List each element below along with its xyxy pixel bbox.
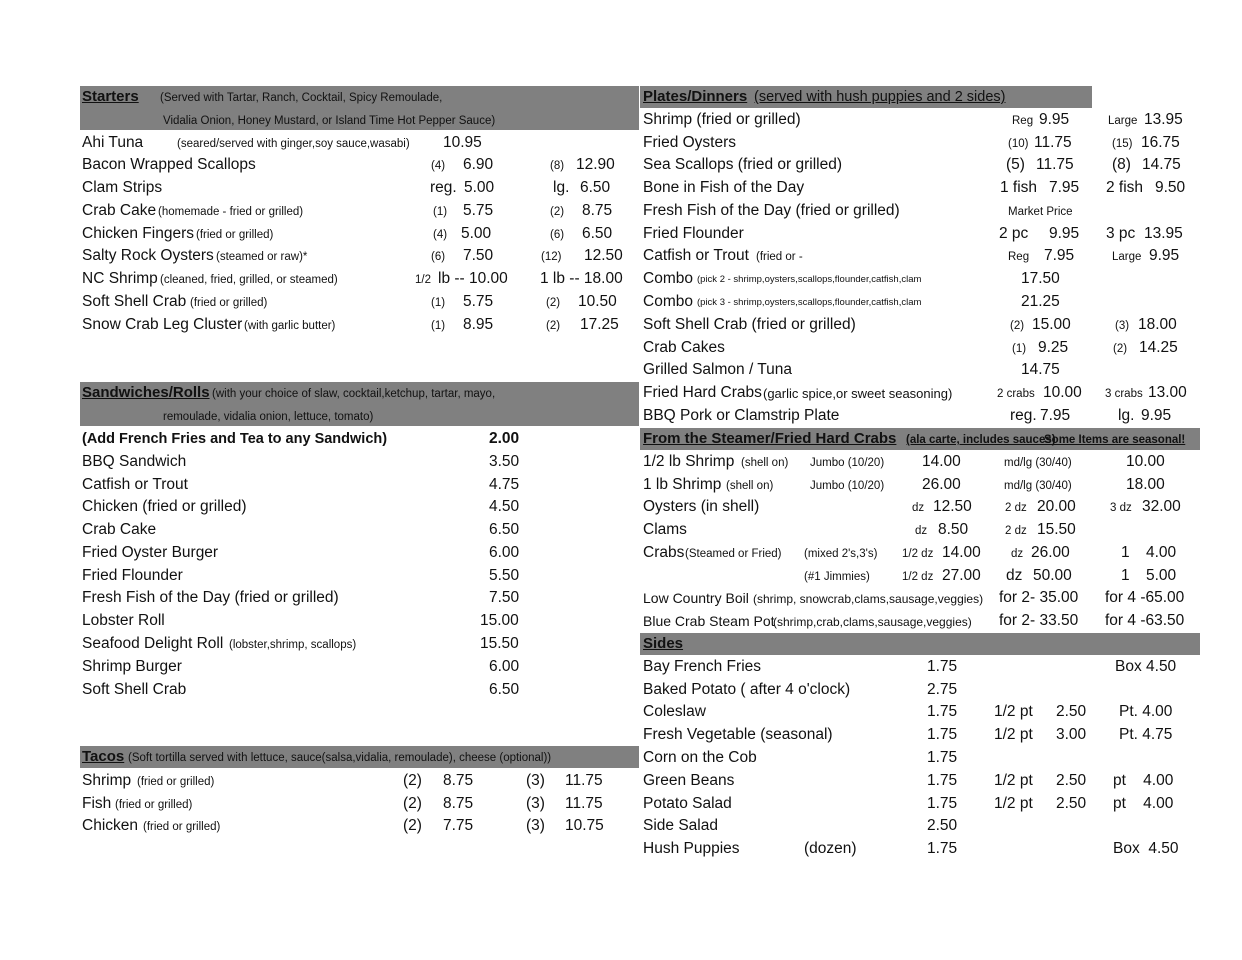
menu-item-name: Sea Scallops (fried or grilled) xyxy=(643,156,843,173)
menu-item-qty: 1 xyxy=(1121,544,1130,561)
steamer-seasonal-note: Some Items are seasonal! xyxy=(1044,434,1186,446)
menu-item-name: 1 lb Shrimp xyxy=(643,476,722,493)
menu-item-qty: lg. xyxy=(553,179,570,196)
menu-item-price: 1.75 xyxy=(927,795,958,812)
menu-item-price: 18.00 xyxy=(1138,316,1177,333)
menu-item-name: Fresh Fish of the Day (fried or grilled) xyxy=(82,589,339,606)
menu-item-name: Crab Cake xyxy=(82,521,157,538)
menu-item-price: 17.25 xyxy=(580,316,619,333)
menu-item-name: Soft Shell Crab (fried or grilled) xyxy=(643,316,856,333)
plates-note: (served with hush puppies and 2 sides) xyxy=(754,89,1006,105)
menu-item-qty: 2 pc xyxy=(999,225,1029,242)
menu-item-name: Fried Flounder xyxy=(82,567,183,584)
menu-item-market-price: Market Price xyxy=(1008,206,1073,218)
menu-item-price: 4.50 xyxy=(489,498,520,515)
menu-item-qty: reg. xyxy=(1010,407,1037,424)
menu-item-qty: (4) xyxy=(433,229,448,241)
menu-item-name: BBQ Sandwich xyxy=(82,453,187,470)
menu-item-price: 50.00 xyxy=(1033,567,1072,584)
sandwiches-note: remoulade, vidalia onion, lettuce, tomato) xyxy=(163,411,374,423)
menu-item-name: Lobster Roll xyxy=(82,612,165,629)
menu-item-price: 6.00 xyxy=(489,544,520,561)
menu-item-name: Side Salad xyxy=(643,817,718,834)
menu-item-price: 3.50 xyxy=(489,453,520,470)
menu-item-price: 8.50 xyxy=(938,521,969,538)
menu-item-large: pt 4.00 xyxy=(1113,772,1174,789)
menu-item-price: 9.95 xyxy=(1149,247,1180,264)
menu-item-note: (steamed or raw)* xyxy=(216,251,308,263)
menu-item-price: 11.75 xyxy=(1036,156,1074,173)
menu-item-qty: (2) xyxy=(546,320,561,332)
menu-item-price: 14.75 xyxy=(1142,156,1181,173)
menu-item-name: Combo xyxy=(643,293,693,310)
menu-item-qty: 3 pc xyxy=(1106,225,1136,242)
sandwiches-note: (with your choice of slaw, cocktail,ketchup, tartar, mayo, xyxy=(212,388,496,400)
menu-item-price: 7.50 xyxy=(489,589,520,606)
menu-item-qty: 3 crabs xyxy=(1105,388,1143,400)
menu-item-qty: dz xyxy=(1011,548,1024,560)
menu-item-name: Oysters (in shell) xyxy=(643,498,760,515)
menu-item-qty: (2) xyxy=(550,206,565,218)
menu-item-size: (mixed 2's,3's) xyxy=(804,548,878,560)
menu-item-price: 14.75 xyxy=(1021,361,1060,378)
menu-item-half-price: 2.50 xyxy=(1056,703,1087,720)
menu-item-size: (#1 Jimmies) xyxy=(804,571,870,583)
menu-item-price: 26.00 xyxy=(922,476,961,493)
menu-item-qty: (3) xyxy=(526,772,545,789)
menu-item-qty: (6) xyxy=(550,229,565,241)
menu-item-name: Low Country Boil xyxy=(643,590,749,606)
menu-item-price: for 4 -63.50 xyxy=(1105,612,1185,629)
menu-item-price: 5.00 xyxy=(464,179,495,196)
menu-item-name: Soft Shell Crab xyxy=(82,681,187,698)
steamer-note: (ala carte, includes sauces) xyxy=(906,434,1056,446)
menu-item-price: 6.50 xyxy=(489,521,520,538)
menu-item-name: Corn on the Cob xyxy=(643,749,757,766)
menu-item-qty: (10) xyxy=(1008,138,1029,150)
steamer-title: From the Steamer/Fried Hard Crabs xyxy=(643,430,897,447)
menu-item-name: Catfish or Trout xyxy=(82,476,188,493)
menu-item-name: Fried Oysters xyxy=(643,134,737,151)
menu-item-price: 2.75 xyxy=(927,681,958,698)
menu-item-qty: (2) xyxy=(546,297,561,309)
menu-item-size: md/lg (30/40) xyxy=(1004,457,1072,469)
menu-item-note: (shell on) xyxy=(741,457,789,469)
menu-item-qty: reg. xyxy=(430,179,457,196)
menu-item-price: 15.50 xyxy=(480,635,519,652)
menu-item-qty: (4) xyxy=(431,160,446,172)
menu-item-price: for 4 -65.00 xyxy=(1105,589,1185,606)
menu-item-price: 32.00 xyxy=(1142,498,1181,515)
menu-item-price: 5.50 xyxy=(489,567,520,584)
menu-item-qty: (1) xyxy=(1012,343,1027,355)
menu-item-price: 7.95 xyxy=(1044,247,1075,264)
menu-item-price: 7.95 xyxy=(1049,179,1080,196)
menu-item-price: 10.95 xyxy=(443,134,482,151)
menu-item-price: 14.25 xyxy=(1139,339,1178,356)
menu-item-qty: (2) xyxy=(1113,343,1128,355)
menu-item-name: Chicken (fried or grilled) xyxy=(82,498,247,515)
menu-item-qty: (6) xyxy=(431,251,446,263)
menu-item-qty: 1/2 dz xyxy=(902,548,934,560)
menu-item-note: (with garlic butter) xyxy=(244,320,336,332)
menu-item-note: (shrimp, snowcrab,clams,sausage,veggies) xyxy=(753,592,984,606)
menu-item-name: Bay French Fries xyxy=(643,658,762,675)
menu-item-size: md/lg (30/40) xyxy=(1004,480,1072,492)
menu-item-price: 10.75 xyxy=(565,817,604,834)
menu-item-note: (lobster,shrimp, scallops) xyxy=(229,639,357,651)
menu-item-name: Ahi Tuna xyxy=(82,134,144,151)
menu-item-name: Clam Strips xyxy=(82,179,163,196)
menu-item-price: 5.00 xyxy=(1146,567,1177,584)
menu-item-price: 10.00 xyxy=(1126,453,1165,470)
menu-item-name: Catfish or Trout xyxy=(643,247,749,264)
menu-item-note: (fried or grilled) xyxy=(137,776,215,788)
menu-item-name: Snow Crab Leg Cluster xyxy=(82,316,243,333)
menu-item-name: BBQ Pork or Clamstrip Plate xyxy=(643,407,840,424)
menu-item-qty: dz xyxy=(912,502,925,514)
menu-item-price: 5.75 xyxy=(463,202,494,219)
menu-item-price: 14.00 xyxy=(942,544,981,561)
menu-item-name: Soft Shell Crab xyxy=(82,293,187,310)
menu-item-price: 8.75 xyxy=(443,772,474,789)
menu-item-price: 6.50 xyxy=(580,179,611,196)
menu-item-price: 1.75 xyxy=(927,772,958,789)
starters-title: Starters xyxy=(82,88,139,105)
menu-item-name: Shrimp Burger xyxy=(82,658,182,675)
menu-item-price: 12.50 xyxy=(933,498,972,515)
menu-item-qty: (2) xyxy=(403,795,422,812)
menu-item-note: (pick 2 - shrimp,oysters,scallops,flounder,catfish,clam xyxy=(697,274,922,285)
menu-item-name: Combo xyxy=(643,270,693,287)
menu-item-price: 1.75 xyxy=(927,749,958,766)
menu-item-qty: 2 fish xyxy=(1106,179,1144,196)
sandwiches-title: Sandwiches/Rolls xyxy=(82,384,210,401)
menu-item-name: Fried Oyster Burger xyxy=(82,544,219,561)
starters-note: (Served with Tartar, Ranch, Cocktail, Spicy Remoulade, xyxy=(160,92,443,104)
menu-item-name: Grilled Salmon / Tuna xyxy=(643,361,793,378)
menu-item-qty: (2) xyxy=(1010,320,1025,332)
menu-item-qty: (3) xyxy=(526,817,545,834)
menu-item-note: (fried or grilled) xyxy=(190,297,268,309)
menu-item-price: 16.75 xyxy=(1141,134,1180,151)
menu-item-price: 1 lb -- 18.00 xyxy=(540,270,623,287)
menu-item-name: Crab Cake xyxy=(82,202,157,219)
menu-item-note: (fried or - xyxy=(756,251,803,263)
tacos-note: (Soft tortilla served with lettuce, sauce(salsa,vidalia, remoulade), cheese (optional)) xyxy=(128,752,552,764)
menu-item-qty: (8) xyxy=(1112,156,1131,173)
menu-item-half: 1/2 pt xyxy=(994,795,1033,812)
menu-item-price: 15.50 xyxy=(1037,521,1076,538)
menu-item-note: (seared/served with ginger,soy sauce,wasabi) xyxy=(177,138,410,150)
menu-item-price: 6.00 xyxy=(489,658,520,675)
menu-item-qty: 1/2 dz xyxy=(902,571,934,583)
menu-item-price: 15.00 xyxy=(480,612,519,629)
menu-item-price: 8.75 xyxy=(443,795,474,812)
menu-item-price: 6.50 xyxy=(489,681,520,698)
menu-item-price: 1.75 xyxy=(927,658,958,675)
sides-header-bar xyxy=(640,633,1200,655)
menu-item-price: 9.25 xyxy=(1038,339,1069,356)
menu-item-large: pt 4.00 xyxy=(1113,795,1174,812)
menu-item-price: 27.00 xyxy=(942,567,981,584)
menu-item-price: 26.00 xyxy=(1031,544,1070,561)
menu-item-name: Chicken xyxy=(82,817,138,834)
menu-item-price: 5.00 xyxy=(461,225,492,242)
menu-item-name: 1/2 lb Shrimp xyxy=(643,453,735,470)
menu-item-name: Fresh Fish of the Day (fried or grilled) xyxy=(643,202,900,219)
menu-item-qty: Reg xyxy=(1008,251,1030,263)
plates-title: Plates/Dinners xyxy=(643,88,748,105)
sandwich-addon-price: 2.00 xyxy=(489,430,520,447)
menu-item-name: Coleslaw xyxy=(643,703,706,720)
menu-item-price: 1.75 xyxy=(927,726,958,743)
menu-item-half-price: 2.50 xyxy=(1056,772,1087,789)
menu-item-price: 7.75 xyxy=(443,817,474,834)
menu-item-name: Green Beans xyxy=(643,772,735,789)
sides-title: Sides xyxy=(643,635,684,652)
menu-item-qty: (3) xyxy=(1115,320,1130,332)
menu-item-price: 11.75 xyxy=(565,795,603,812)
menu-item-size: Jumbo (10/20) xyxy=(810,457,885,469)
menu-item-price: 10.00 xyxy=(1043,384,1082,401)
tacos-title: Tacos xyxy=(82,748,125,765)
menu-item-qty: dz xyxy=(915,525,928,537)
menu-item-price: 9.95 xyxy=(1039,111,1070,128)
menu-item-qty: (5) xyxy=(1006,156,1025,173)
menu-item-name: Shrimp (fried or grilled) xyxy=(643,111,801,128)
menu-item-note: (Steamed or Fried) xyxy=(685,548,782,560)
menu-item-name: Potato Salad xyxy=(643,795,732,812)
menu-item-large: Pt. 4.75 xyxy=(1119,726,1173,743)
menu-item-name: Shrimp xyxy=(82,772,132,789)
menu-item-name: Fresh Vegetable (seasonal) xyxy=(643,726,833,743)
menu-item-price: 6.90 xyxy=(463,156,494,173)
starters-note: Vidalia Onion, Honey Mustard, or Island Time Hot Pepper Sauce) xyxy=(163,115,496,127)
menu-item-qty: 2 dz xyxy=(1005,525,1027,537)
menu-item-price: 20.00 xyxy=(1037,498,1076,515)
menu-item-qty: lg. xyxy=(1118,407,1135,424)
menu-item-price: 4.75 xyxy=(489,476,520,493)
menu-item-note: (fried or grilled) xyxy=(143,821,221,833)
menu-item-qty: (15) xyxy=(1112,138,1133,150)
menu-item-qty: dz xyxy=(1006,567,1023,584)
menu-item-qty: 1/2 xyxy=(415,274,431,286)
menu-item-note: (homemade - fried or grilled) xyxy=(158,206,304,218)
menu-item-price: 7.95 xyxy=(1040,407,1071,424)
menu-item-qty: 2 crabs xyxy=(997,388,1035,400)
menu-item-name: Bacon Wrapped Scallops xyxy=(82,156,256,173)
menu-item-qty: 3 dz xyxy=(1110,502,1132,514)
menu-item-qty: (3) xyxy=(526,795,545,812)
menu-item-large: Box 4.50 xyxy=(1115,658,1177,675)
menu-item-price: lb -- 10.00 xyxy=(438,270,508,287)
menu-item-note: (fried or grilled) xyxy=(115,799,193,811)
menu-item-name: Chicken Fingers xyxy=(82,225,194,242)
menu-item-qty: 1 xyxy=(1121,567,1130,584)
menu-item-qty: (2) xyxy=(403,817,422,834)
menu-item-half: 1/2 pt xyxy=(994,726,1033,743)
menu-item-half-price: 3.00 xyxy=(1056,726,1087,743)
menu-item-name: Seafood Delight Roll xyxy=(82,635,224,652)
menu-item-half: 1/2 pt xyxy=(994,772,1033,789)
menu-item-note: (pick 3 - shrimp,oysters,scallops,flounder,catfish,clam xyxy=(697,297,922,308)
menu-item-price: 8.95 xyxy=(463,316,494,333)
menu-item-price: 9.50 xyxy=(1155,179,1186,196)
menu-item-large: Box 4.50 xyxy=(1113,840,1179,857)
menu-item-price: 13.00 xyxy=(1148,384,1187,401)
menu-item-size: Jumbo (10/20) xyxy=(810,480,885,492)
menu-item-price: 15.00 xyxy=(1032,316,1071,333)
menu-item-name: Fried Flounder xyxy=(643,225,744,242)
menu-item-price: 8.75 xyxy=(582,202,613,219)
menu-item-price: 4.00 xyxy=(1146,544,1177,561)
menu-item-half: 1/2 pt xyxy=(994,703,1033,720)
menu-item-name: Blue Crab Steam Pot xyxy=(643,613,775,629)
menu-item-qty: Reg xyxy=(1012,115,1034,127)
menu-item-note: (cleaned, fried, grilled, or steamed) xyxy=(160,274,338,286)
menu-item-price: 9.95 xyxy=(1049,225,1080,242)
menu-item-note: (fried or grilled) xyxy=(196,229,274,241)
menu-item-price: 18.00 xyxy=(1126,476,1165,493)
menu-item-price: 1.75 xyxy=(927,703,958,720)
menu-item-half-price: 2.50 xyxy=(1056,795,1087,812)
menu-item-price: 13.95 xyxy=(1144,225,1183,242)
menu-item-qty: (1) xyxy=(431,297,446,309)
menu-item-qty: (1) xyxy=(431,320,446,332)
menu-item-name: Crabs xyxy=(643,544,685,561)
menu-item-note: (shell on) xyxy=(726,480,774,492)
menu-item-name: Fish xyxy=(82,795,112,812)
menu-item-name: Salty Rock Oysters xyxy=(82,247,214,264)
menu-item-name: Clams xyxy=(643,521,687,538)
menu-item-note: (garlic spice,or sweet seasoning) xyxy=(763,386,953,401)
menu-item-price: 10.50 xyxy=(578,293,617,310)
menu-item-qty: (12) xyxy=(541,251,562,263)
menu-item-price: 21.25 xyxy=(1021,293,1060,310)
menu-item-price: 7.50 xyxy=(463,247,494,264)
menu-item-qty: Large xyxy=(1108,115,1138,127)
menu-item-price: 12.50 xyxy=(584,247,623,264)
menu-item-price: 9.95 xyxy=(1141,407,1172,424)
menu-item-price: 14.00 xyxy=(922,453,961,470)
menu-item-qty: (2) xyxy=(403,772,422,789)
menu-item-price: 12.90 xyxy=(576,156,615,173)
menu-item-price: 6.50 xyxy=(582,225,613,242)
menu-item-name: Fried Hard Crabs xyxy=(643,384,762,401)
menu-item-note: (shrimp,crab,clams,sausage,veggies) xyxy=(773,615,972,629)
menu-item-name: Crab Cakes xyxy=(643,339,725,356)
menu-item-price: 2.50 xyxy=(927,817,958,834)
menu-item-name: Bone in Fish of the Day xyxy=(643,179,805,196)
menu-item-large: Pt. 4.00 xyxy=(1119,703,1173,720)
menu-item-price: 5.75 xyxy=(463,293,494,310)
menu-item-qty: Large xyxy=(1112,251,1142,263)
menu-item-price: 13.95 xyxy=(1144,111,1183,128)
menu-item-price: 1.75 xyxy=(927,840,958,857)
menu-item-qty: (8) xyxy=(550,160,565,172)
menu-item-qty: 1 fish xyxy=(1000,179,1038,196)
menu-item-qty: 2 dz xyxy=(1005,502,1027,514)
menu-item-name: NC Shrimp xyxy=(82,270,158,287)
menu-item-price: 11.75 xyxy=(565,772,603,789)
menu-item-price: for 2- 35.00 xyxy=(999,589,1079,606)
menu-item-price: 11.75 xyxy=(1034,134,1072,151)
menu-item-qty: (dozen) xyxy=(804,840,857,857)
menu-item-qty: (1) xyxy=(433,206,448,218)
sandwich-addon-label: (Add French Fries and Tea to any Sandwich) xyxy=(82,431,388,447)
menu-item-price: 17.50 xyxy=(1021,270,1060,287)
menu-item-name: Baked Potato ( after 4 o'clock) xyxy=(643,681,851,698)
menu-item-price: for 2- 33.50 xyxy=(999,612,1079,629)
menu-item-name: Hush Puppies xyxy=(643,840,740,857)
